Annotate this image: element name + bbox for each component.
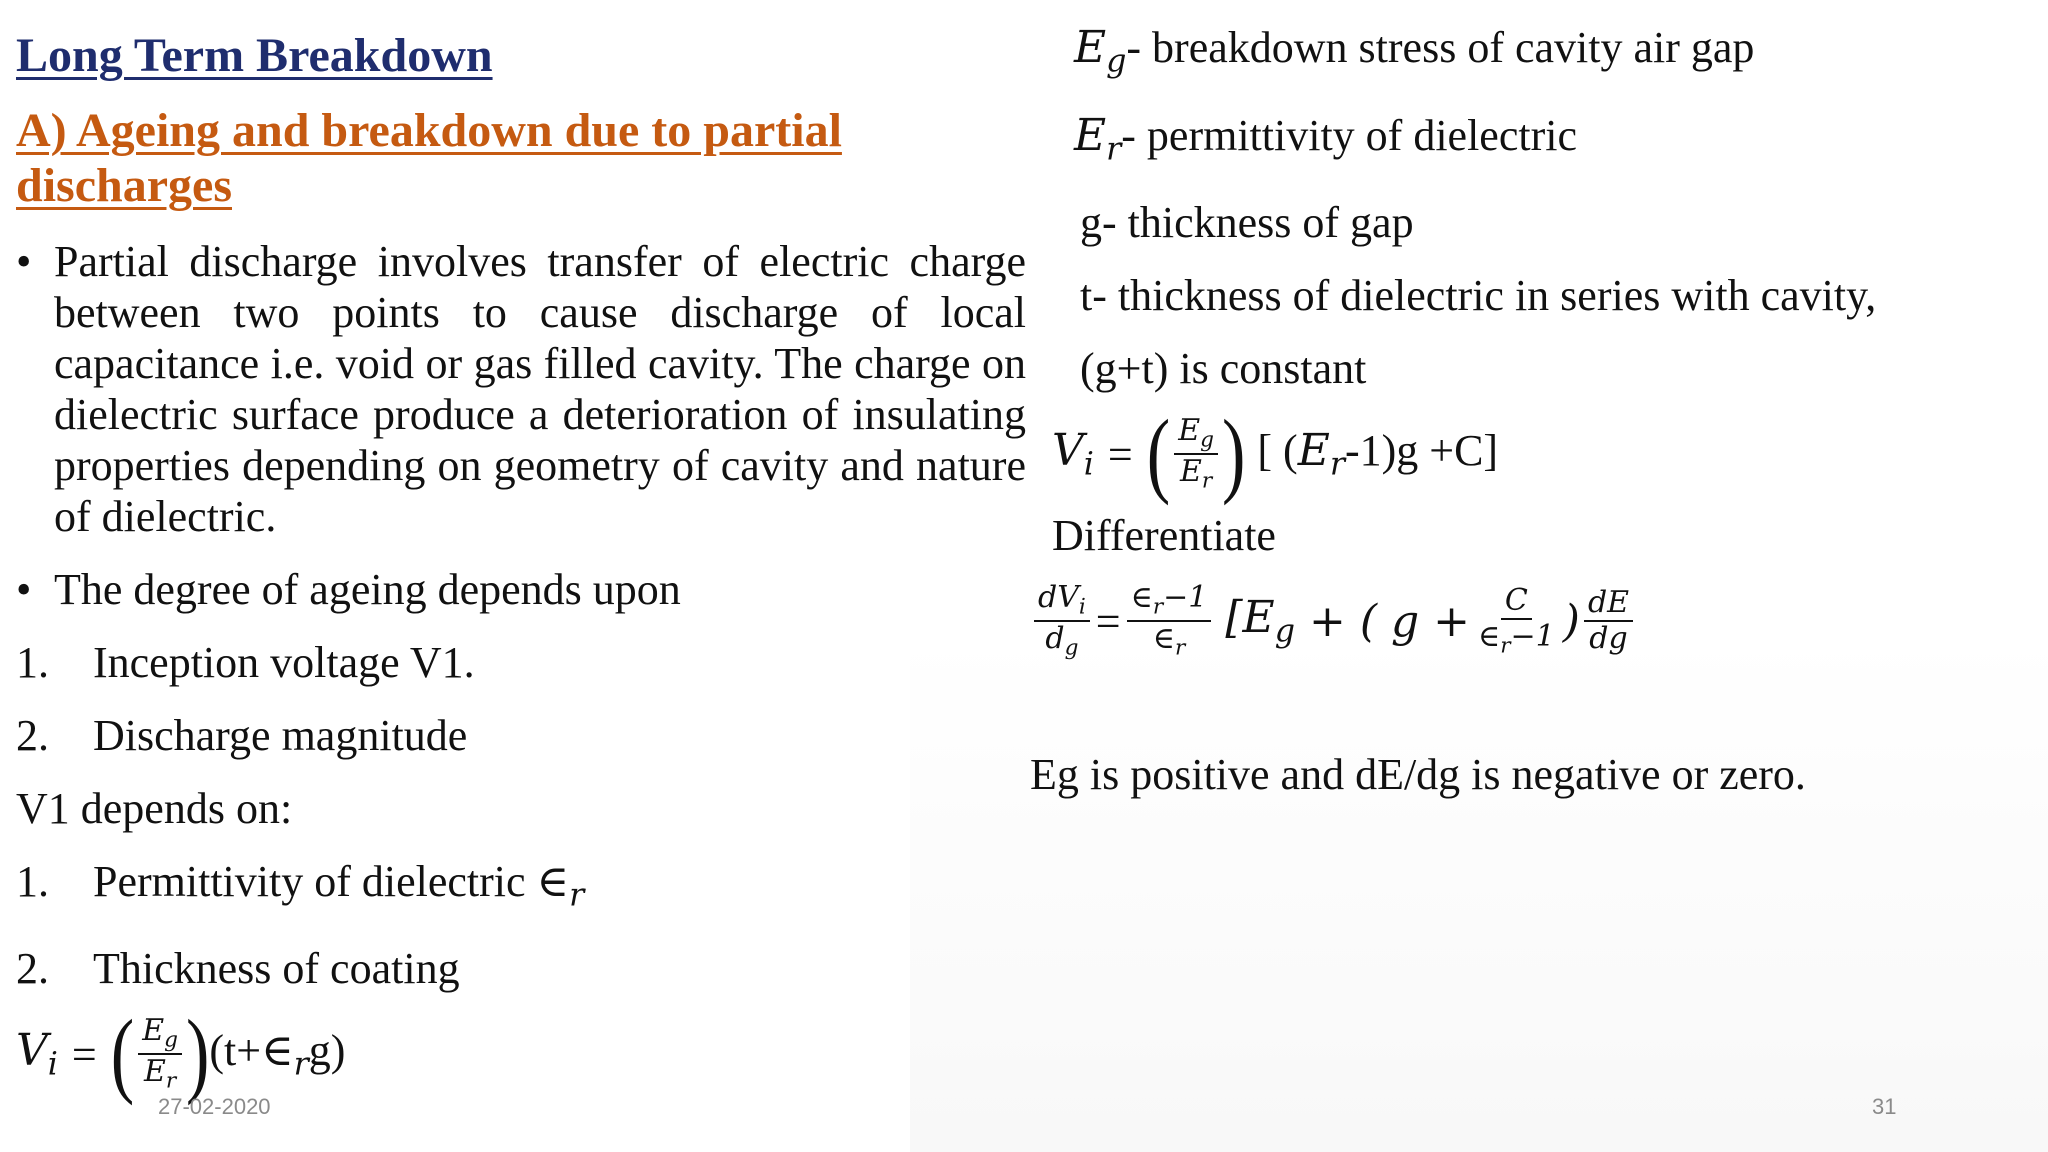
eq-symbol: V: [16, 1025, 48, 1077]
equation-derivative: [1030, 580, 2010, 661]
subscript: r: [1201, 468, 1213, 494]
eq-tail: [209, 1025, 345, 1083]
definition-t: t- thickness of dielectric in series with cavity,: [1080, 271, 1877, 320]
subscript: g: [1274, 613, 1295, 650]
right-column: [1030, 22, 2010, 822]
def-symbol: [1074, 109, 1122, 167]
subscript: r: [1106, 131, 1122, 167]
def-symbol: [1074, 22, 1127, 80]
list-number: 1.: [16, 856, 49, 906]
fraction-dvi-dg: [1034, 580, 1090, 661]
numerator: [1034, 580, 1090, 622]
fraction: [138, 1013, 182, 1094]
sym: E: [1074, 109, 1107, 161]
v1-depends-label: V1 depends on:: [16, 783, 293, 833]
sym: E: [1297, 425, 1330, 477]
subscript: g: [1106, 43, 1127, 80]
bullet-text: The degree of ageing depends upon: [54, 564, 681, 614]
list-item: [16, 856, 1026, 922]
definition-g: g- thickness of gap: [1080, 198, 1414, 247]
subscript: r: [1152, 594, 1164, 620]
numerator: [1174, 413, 1218, 455]
footer-date: 27-02-2020: [158, 1094, 271, 1119]
plus-term: + ( g +: [1308, 595, 1470, 647]
close-paren: ): [1562, 595, 1580, 647]
tail-text: g): [308, 1026, 346, 1076]
bullet-degree-ageing: [16, 564, 1026, 615]
numerator: [1127, 580, 1212, 622]
list-text: Inception voltage V1.: [93, 637, 475, 687]
list-item: [16, 943, 1026, 994]
eq-equals: =: [1107, 429, 1133, 479]
bracket-term: [1225, 592, 1295, 650]
sym: E: [1179, 454, 1202, 490]
definition-constant: (g+t) is constant: [1080, 344, 1367, 393]
tail-text: [ (: [1257, 426, 1298, 476]
denominator: [1149, 622, 1190, 659]
denominator: [1041, 622, 1082, 659]
fraction-er: [1127, 580, 1212, 661]
paren-close: ): [1221, 401, 1246, 507]
subscript: r: [569, 877, 585, 914]
paren-open: (: [1146, 401, 1171, 507]
tail-text: (t+∈: [209, 1026, 294, 1076]
list-number: 2.: [16, 710, 49, 760]
numerator: C: [1501, 586, 1532, 620]
differentiate-label: Differentiate: [1052, 511, 1276, 561]
subscript: r: [1329, 446, 1345, 483]
fraction-c: [1474, 582, 1559, 659]
slide-title: Long Term Breakdown: [16, 29, 493, 82]
sym: V: [1052, 425, 1084, 477]
sym: E: [143, 1054, 166, 1090]
bullet-icon: •: [16, 564, 32, 614]
denominator: [1176, 455, 1216, 492]
sym: dV: [1038, 580, 1079, 616]
list-number: 2.: [16, 944, 49, 994]
numerator: [138, 1013, 182, 1055]
bullet-text: Partial discharge involves transfer of electric charge between two points to cause discharge of local capacitance i.e. void or gas filled cavity. The charge on dielectric surface produce a deterioration of insulating properties depending on geometry of cavity and nature of dielectric.: [54, 236, 1026, 541]
paren-close: ): [185, 1001, 210, 1107]
eq-lhs: [16, 1025, 58, 1083]
sym: ∈: [1152, 621, 1175, 657]
tail-text: -1)g +C]: [1344, 426, 1499, 476]
section-heading: A) Ageing and breakdown due to partial discharges: [16, 104, 842, 213]
subscript: i: [1083, 446, 1094, 483]
denominator: [1474, 620, 1559, 657]
eq-equals: =: [1095, 596, 1121, 646]
def-text: - breakdown stress of cavity air gap: [1126, 23, 1755, 72]
subscript: i: [1078, 594, 1086, 620]
subscript: g: [1200, 427, 1214, 453]
sym: −1: [1510, 618, 1555, 654]
paren-open: (: [110, 1001, 135, 1107]
equation-vi-right: [1052, 401, 2010, 507]
eq-equals: =: [71, 1029, 97, 1079]
denominator: dg: [1589, 621, 1628, 657]
page-number: 31: [1872, 1094, 1897, 1119]
sym: −1: [1163, 580, 1208, 616]
conclusion-text: Eg is positive and dE/dg is negative or zero.: [1030, 750, 1806, 800]
sym: ∈: [1130, 580, 1153, 616]
bullet-partial-discharge: [16, 236, 1026, 542]
list-item: [16, 710, 1026, 761]
sym: ∈: [1478, 618, 1501, 654]
subscript: r: [1174, 635, 1186, 661]
eq-lhs: [1052, 425, 1094, 483]
sym: E: [142, 1013, 165, 1049]
subscript: r: [1500, 633, 1511, 659]
eq-tail: [1257, 425, 1498, 483]
sym: [E: [1225, 592, 1275, 644]
list-number: 1.: [16, 637, 49, 687]
list-text: [93, 856, 584, 922]
list-text-main: Permittivity of dielectric ∈: [93, 856, 570, 906]
sym: d: [1045, 621, 1065, 657]
fraction: [1174, 413, 1218, 494]
bullet-icon: •: [16, 236, 32, 286]
definition-er: [1074, 110, 2010, 176]
subscript: g: [164, 1027, 178, 1053]
denominator: [140, 1055, 180, 1092]
subscript: r: [293, 1046, 309, 1083]
list-item: [16, 637, 1026, 688]
list-text: Thickness of coating: [93, 944, 460, 994]
subscript: i: [47, 1046, 58, 1083]
fraction-de-dg: [1584, 585, 1633, 657]
subscript: g: [1064, 635, 1079, 661]
subscript: r: [165, 1068, 177, 1094]
sym: E: [1074, 22, 1107, 73]
def-text: - permittivity of dielectric: [1121, 110, 1577, 160]
list-text: Discharge magnitude: [93, 710, 468, 760]
numerator: dE: [1584, 588, 1633, 622]
sym: E: [1178, 413, 1201, 448]
definition-eg: [1074, 22, 2010, 88]
